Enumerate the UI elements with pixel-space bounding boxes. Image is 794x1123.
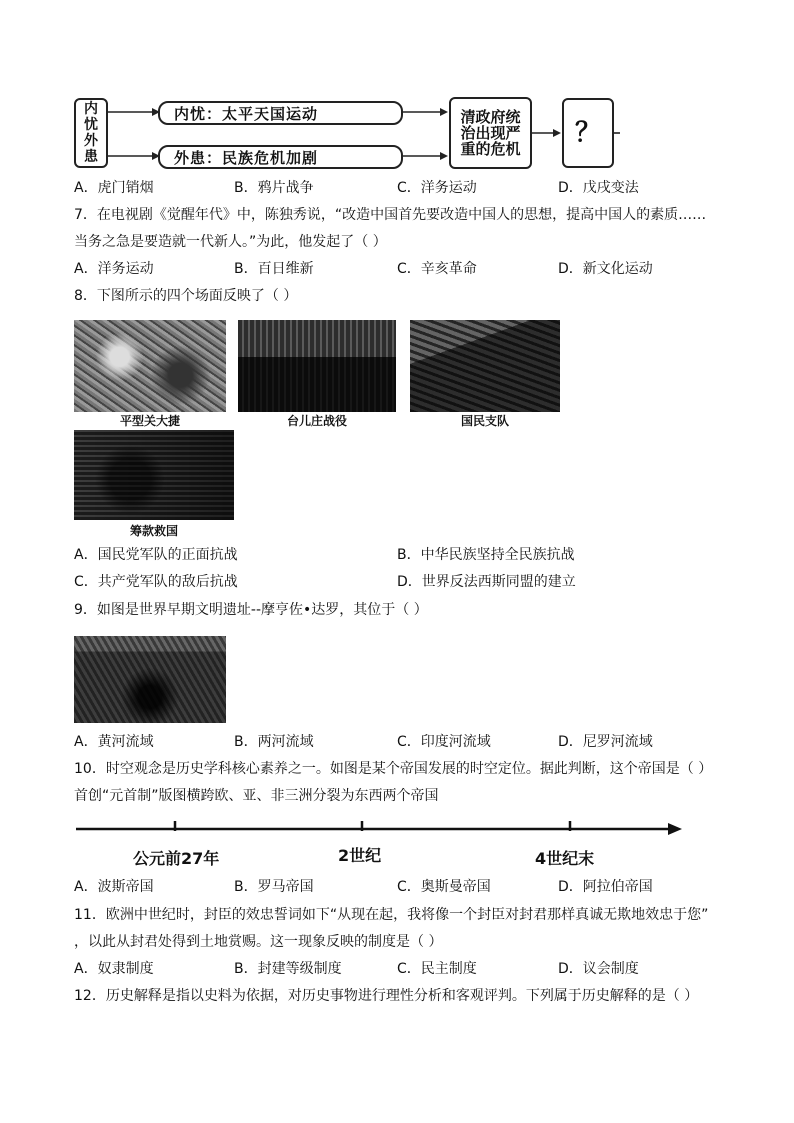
q10-timeline-desc: 首创“元首制”版图横跨欧、亚、非三洲分裂为东西两个帝国 bbox=[74, 788, 439, 804]
q7-stem-line2: 当务之急是要造就一代新人。”为此，他发起了（ ） bbox=[74, 234, 387, 250]
q11-option-b[interactable]: B．封建等级制度 bbox=[234, 961, 342, 977]
q8-option-b[interactable]: B．中华民族坚持全民族抗战 bbox=[397, 547, 575, 563]
photo-pingxingguan bbox=[74, 320, 226, 412]
photo-taierzhuang bbox=[238, 320, 396, 412]
diagram-top-pill bbox=[158, 101, 403, 125]
q9-option-a[interactable]: A．黄河流域 bbox=[74, 734, 154, 750]
q6-option-c[interactable]: C．洋务运动 bbox=[397, 180, 477, 196]
photo-guomin-zhidui bbox=[410, 320, 560, 412]
diagram-middle-text: 清政府统治出现严重的危机 bbox=[460, 108, 521, 158]
q11-stem-line1: 11．欧洲中世纪时，封臣的效忠誓词如下“从现在起，我将像一个封臣对封君那样真诚无欺地效忠于您” bbox=[74, 907, 709, 923]
q7-option-d[interactable]: D．新文化运动 bbox=[558, 261, 653, 277]
caption-taierzhuang: 台儿庄战役 bbox=[286, 414, 347, 428]
diagram-arrows bbox=[0, 0, 794, 200]
photo-mohenjo-daro bbox=[74, 636, 226, 723]
q6-option-a[interactable]: A．虎门销烟 bbox=[74, 180, 154, 196]
diagram-middle-box bbox=[449, 97, 532, 169]
diagram-top-text: 内忧：太平天国运动 bbox=[174, 104, 319, 123]
q6-option-b[interactable]: B．鸦片战争 bbox=[234, 180, 314, 196]
q7-option-b[interactable]: B．百日维新 bbox=[234, 261, 314, 277]
photo-choukuan-jiuguo bbox=[74, 430, 234, 520]
diagram-right-text: ？ bbox=[574, 117, 601, 148]
q11-option-a[interactable]: A．奴隶制度 bbox=[74, 961, 154, 977]
q9-option-b[interactable]: B．两河流域 bbox=[234, 734, 314, 750]
caption-pingxingguan: 平型关大捷 bbox=[119, 414, 180, 428]
q8-option-c[interactable]: C．共产党军队的敌后抗战 bbox=[74, 574, 238, 590]
q12-stem: 12．历史解释是指以史料为依据，对历史事物进行理性分析和客观评判。下列属于历史解释的是（ ） bbox=[74, 988, 699, 1004]
q10-option-a[interactable]: A．波斯帝国 bbox=[74, 879, 154, 895]
q7-option-c[interactable]: C．辛亥革命 bbox=[397, 261, 477, 277]
q11-option-d[interactable]: D．议会制度 bbox=[558, 961, 639, 977]
timeline-label-late-4th-century: 4世纪末 bbox=[535, 849, 595, 868]
caption-choukuan-jiuguo: 筹款救国 bbox=[129, 524, 178, 538]
diagram-bottom-pill bbox=[158, 145, 403, 169]
q10-option-b[interactable]: B．罗马帝国 bbox=[234, 879, 314, 895]
q11-stem-line2: ，以此从封君处得到土地赏赐。这一现象反映的制度是（ ） bbox=[74, 934, 443, 950]
q10-timeline bbox=[70, 815, 690, 845]
q10-stem: 10．时空观念是历史学科核心素养之一。如图是某个帝国发展的时空定位。据此判断，这个帝国是（ ） bbox=[74, 761, 713, 777]
q7-option-a[interactable]: A．洋务运动 bbox=[74, 261, 154, 277]
q8-option-d[interactable]: D．世界反法西斯同盟的建立 bbox=[397, 574, 576, 590]
q9-option-d[interactable]: D．尼罗河流域 bbox=[558, 734, 653, 750]
q9-stem: 9．如图是世界早期文明遗址--摩亨佐•达罗，其位于（ ） bbox=[74, 602, 428, 618]
diagram-right-box bbox=[562, 98, 614, 168]
q6-option-d[interactable]: D．戊戌变法 bbox=[558, 180, 639, 196]
q9-option-c[interactable]: C．印度河流域 bbox=[397, 734, 491, 750]
timeline-label-2nd-century: 2世纪 bbox=[338, 846, 382, 865]
q7-stem-line1: 7．在电视剧《觉醒年代》中，陈独秀说，“改造中国首先要改造中国人的思想，提高中国人的素质…… bbox=[74, 207, 707, 223]
q10-option-c[interactable]: C．奥斯曼帝国 bbox=[397, 879, 491, 895]
q8-stem: 8．下图所示的四个场面反映了（ ） bbox=[74, 288, 298, 304]
diagram-left-text: 内忧外患 bbox=[84, 101, 98, 165]
q8-option-a[interactable]: A．国民党军队的正面抗战 bbox=[74, 547, 238, 563]
caption-guomin-zhidui: 国民支队 bbox=[460, 414, 509, 428]
timeline-label-27bc: 公元前27年 bbox=[133, 849, 220, 868]
q10-option-d[interactable]: D．阿拉伯帝国 bbox=[558, 879, 653, 895]
diagram-bottom-text: 外患：民族危机加剧 bbox=[174, 148, 319, 167]
q11-option-c[interactable]: C．民主制度 bbox=[397, 961, 477, 977]
